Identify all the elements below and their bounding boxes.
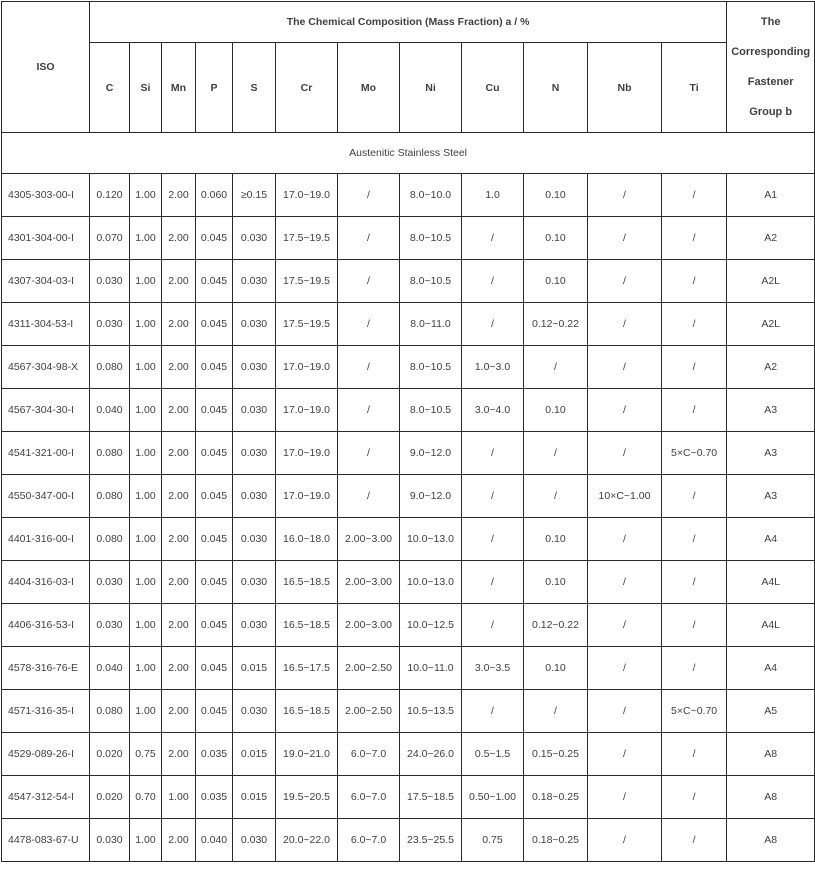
value-cell-n: 0.10 [524,647,588,690]
value-cell-s: 0.015 [233,776,276,819]
value-cell-mo: 2.00~3.00 [338,561,400,604]
value-cell-cr: 17.0~19.0 [276,432,338,475]
table-row [2,303,815,346]
value-cell-si: 1.00 [130,819,162,862]
iso-cell: 4578-316-76-E [2,647,90,690]
fastener-group-cell: A3 [727,475,815,518]
value-cell-mn: 2.00 [162,346,196,389]
value-cell-si: 1.00 [130,690,162,733]
table-row [2,389,815,432]
value-cell-n: / [524,346,588,389]
value-cell-ni: 8.0~11.0 [400,303,462,346]
value-cell-cu: 1.0~3.0 [462,346,524,389]
table-row [2,690,815,733]
fastener-group-cell: A2 [727,346,815,389]
fastener-group-cell: A2 [727,217,815,260]
value-cell-n: / [524,475,588,518]
element-header-si: Si [130,43,162,133]
value-cell-ni: 17.5~18.5 [400,776,462,819]
value-cell-nb: / [588,561,662,604]
value-cell-cu: 3.0~4.0 [462,389,524,432]
table-row [2,346,815,389]
value-cell-ti: / [662,776,727,819]
value-cell-mn: 2.00 [162,819,196,862]
element-header-ti: Ti [662,43,727,133]
value-cell-ni: 10.0~13.0 [400,518,462,561]
value-cell-ni: 24.0~26.0 [400,733,462,776]
fastener-group-header-line: Corresponding [731,46,811,58]
table-row [2,475,815,518]
value-cell-mn: 2.00 [162,561,196,604]
value-cell-ni: 9.0~12.0 [400,432,462,475]
iso-cell: 4571-316-35-I [2,690,90,733]
value-cell-cu: / [462,303,524,346]
value-cell-nb: / [588,604,662,647]
value-cell-nb: / [588,690,662,733]
value-cell-s: 0.030 [233,690,276,733]
value-cell-s: 0.030 [233,389,276,432]
value-cell-s: 0.030 [233,346,276,389]
value-cell-p: 0.045 [196,389,233,432]
element-header-mn: Mn [162,43,196,133]
fastener-group-cell: A3 [727,389,815,432]
value-cell-ni: 8.0~10.5 [400,346,462,389]
value-cell-mn: 2.00 [162,389,196,432]
value-cell-mn: 2.00 [162,260,196,303]
value-cell-mn: 2.00 [162,475,196,518]
value-cell-cr: 16.5~18.5 [276,561,338,604]
value-cell-mn: 2.00 [162,432,196,475]
value-cell-p: 0.045 [196,647,233,690]
value-cell-ni: 10.0~11.0 [400,647,462,690]
value-cell-cr: 17.5~19.5 [276,260,338,303]
value-cell-ti: / [662,346,727,389]
value-cell-s: 0.030 [233,303,276,346]
value-cell-c: 0.070 [90,217,130,260]
value-cell-cu: / [462,217,524,260]
value-cell-c: 0.030 [90,604,130,647]
iso-cell: 4305-303-00-I [2,174,90,217]
value-cell-cu: / [462,475,524,518]
value-cell-ti: / [662,217,727,260]
value-cell-s: 0.015 [233,647,276,690]
element-header-ni: Ni [400,43,462,133]
section-title: Austenitic Stainless Steel [2,133,815,174]
value-cell-s: 0.030 [233,561,276,604]
value-cell-cr: 19.5~20.5 [276,776,338,819]
value-cell-si: 1.00 [130,174,162,217]
value-cell-p: 0.045 [196,432,233,475]
table-row [2,174,815,217]
value-cell-mo: 2.00~3.00 [338,518,400,561]
iso-cell: 4547-312-54-I [2,776,90,819]
value-cell-mo: 6.0~7.0 [338,819,400,862]
table-row [2,819,815,862]
value-cell-mo: 2.00~2.50 [338,690,400,733]
value-cell-ni: 8.0~10.5 [400,217,462,260]
fastener-group-header-line: The [760,16,781,28]
value-cell-nb: / [588,432,662,475]
element-header-p: P [196,43,233,133]
value-cell-n: 0.10 [524,518,588,561]
value-cell-cr: 17.0~19.0 [276,475,338,518]
fastener-group-cell: A5 [727,690,815,733]
table-row [2,260,815,303]
table-row [2,776,815,819]
element-header-cu: Cu [462,43,524,133]
value-cell-p: 0.045 [196,518,233,561]
value-cell-mo: / [338,217,400,260]
value-cell-ti: / [662,561,727,604]
value-cell-mo: / [338,475,400,518]
value-cell-cr: 17.5~19.5 [276,303,338,346]
value-cell-c: 0.030 [90,561,130,604]
iso-cell: 4307-304-03-I [2,260,90,303]
value-cell-mn: 2.00 [162,303,196,346]
value-cell-nb: / [588,819,662,862]
value-cell-c: 0.080 [90,346,130,389]
value-cell-nb: 10×C~1.00 [588,475,662,518]
value-cell-s: 0.030 [233,475,276,518]
value-cell-mo: / [338,346,400,389]
value-cell-s: 0.015 [233,733,276,776]
value-cell-p: 0.045 [196,475,233,518]
value-cell-si: 1.00 [130,604,162,647]
table-row [2,518,815,561]
table-row [2,647,815,690]
value-cell-ni: 9.0~12.0 [400,475,462,518]
value-cell-ni: 8.0~10.5 [400,260,462,303]
fastener-group-cell: A2L [727,303,815,346]
value-cell-s: 0.030 [233,518,276,561]
value-cell-cu: / [462,604,524,647]
value-cell-ti: / [662,604,727,647]
value-cell-s: 0.030 [233,604,276,647]
iso-cell: 4550-347-00-I [2,475,90,518]
value-cell-si: 1.00 [130,518,162,561]
value-cell-ti: / [662,260,727,303]
value-cell-nb: / [588,776,662,819]
fastener-group-header-line: Fastener [747,76,794,88]
table-row [2,217,815,260]
value-cell-mn: 1.00 [162,776,196,819]
value-cell-n: 0.10 [524,561,588,604]
value-cell-ni: 10.0~13.0 [400,561,462,604]
value-cell-mo: / [338,174,400,217]
value-cell-c: 0.030 [90,260,130,303]
value-cell-ti: / [662,647,727,690]
value-cell-p: 0.045 [196,217,233,260]
value-cell-nb: / [588,518,662,561]
value-cell-si: 1.00 [130,389,162,432]
value-cell-s: 0.030 [233,260,276,303]
value-cell-c: 0.080 [90,518,130,561]
value-cell-mn: 2.00 [162,647,196,690]
value-cell-mo: 2.00~2.50 [338,647,400,690]
value-cell-mo: 6.0~7.0 [338,733,400,776]
element-header-row [2,43,815,133]
value-cell-cu: 0.50~1.00 [462,776,524,819]
value-cell-n: 0.12~0.22 [524,303,588,346]
value-cell-nb: / [588,389,662,432]
value-cell-c: 0.080 [90,432,130,475]
value-cell-c: 0.080 [90,690,130,733]
value-cell-si: 1.00 [130,260,162,303]
value-cell-cu: / [462,518,524,561]
element-header-c: C [90,43,130,133]
value-cell-ti: / [662,733,727,776]
value-cell-p: 0.045 [196,690,233,733]
value-cell-cu: 0.75 [462,819,524,862]
value-cell-p: 0.045 [196,604,233,647]
fastener-group-header [727,2,815,133]
fastener-group-cell: A2L [727,260,815,303]
value-cell-cu: / [462,432,524,475]
value-cell-ni: 8.0~10.5 [400,389,462,432]
value-cell-cr: 17.0~19.0 [276,346,338,389]
value-cell-n: 0.10 [524,260,588,303]
value-cell-cr: 16.5~17.5 [276,647,338,690]
value-cell-n: 0.10 [524,174,588,217]
value-cell-cr: 16.5~18.5 [276,690,338,733]
value-cell-si: 1.00 [130,647,162,690]
value-cell-mn: 2.00 [162,217,196,260]
value-cell-cr: 19.0~21.0 [276,733,338,776]
value-cell-cr: 20.0~22.0 [276,819,338,862]
iso-cell: 4529-089-26-I [2,733,90,776]
fastener-group-cell: A8 [727,819,815,862]
table-row [2,432,815,475]
value-cell-n: 0.10 [524,217,588,260]
value-cell-s: 0.030 [233,217,276,260]
value-cell-c: 0.030 [90,819,130,862]
value-cell-nb: / [588,346,662,389]
element-header-n: N [524,43,588,133]
fastener-group-cell: A3 [727,432,815,475]
value-cell-cu: 3.0~3.5 [462,647,524,690]
value-cell-p: 0.045 [196,561,233,604]
value-cell-si: 1.00 [130,303,162,346]
value-cell-ni: 10.0~12.5 [400,604,462,647]
value-cell-c: 0.020 [90,776,130,819]
value-cell-n: / [524,690,588,733]
value-cell-mo: 6.0~7.0 [338,776,400,819]
value-cell-si: 1.00 [130,217,162,260]
value-cell-cu: 0.5~1.5 [462,733,524,776]
iso-cell: 4401-316-00-I [2,518,90,561]
value-cell-p: 0.045 [196,346,233,389]
value-cell-c: 0.080 [90,475,130,518]
value-cell-nb: / [588,174,662,217]
iso-cell: 4567-304-98-X [2,346,90,389]
value-cell-s: 0.030 [233,819,276,862]
value-cell-si: 1.00 [130,432,162,475]
value-cell-s: 0.030 [233,432,276,475]
value-cell-ti: / [662,174,727,217]
value-cell-si: 1.00 [130,346,162,389]
value-cell-cr: 16.0~18.0 [276,518,338,561]
value-cell-p: 0.060 [196,174,233,217]
value-cell-si: 0.70 [130,776,162,819]
value-cell-p: 0.035 [196,776,233,819]
iso-cell: 4567-304-30-I [2,389,90,432]
value-cell-cu: / [462,690,524,733]
value-cell-cu: 1.0 [462,174,524,217]
iso-cell: 4301-304-00-I [2,217,90,260]
iso-header: ISO [2,2,90,133]
value-cell-mn: 2.00 [162,604,196,647]
iso-cell: 4311-304-53-I [2,303,90,346]
value-cell-p: 0.045 [196,260,233,303]
value-cell-c: 0.020 [90,733,130,776]
table-row [2,604,815,647]
element-header-s: S [233,43,276,133]
value-cell-cu: / [462,260,524,303]
value-cell-cr: 16.5~18.5 [276,604,338,647]
value-cell-mo: / [338,432,400,475]
value-cell-ni: 8.0~10.0 [400,174,462,217]
fastener-group-cell: A1 [727,174,815,217]
value-cell-n: 0.10 [524,389,588,432]
value-cell-ni: 23.5~25.5 [400,819,462,862]
table-row [2,561,815,604]
value-cell-p: 0.040 [196,819,233,862]
element-header-nb: Nb [588,43,662,133]
iso-cell: 4541-321-00-I [2,432,90,475]
value-cell-c: 0.040 [90,647,130,690]
value-cell-nb: / [588,217,662,260]
value-cell-mo: / [338,389,400,432]
value-cell-mn: 2.00 [162,174,196,217]
value-cell-c: 0.030 [90,303,130,346]
fastener-group-header-line: Group b [749,106,793,118]
fastener-group-cell: A4L [727,604,815,647]
element-header-cr: Cr [276,43,338,133]
value-cell-mn: 2.00 [162,690,196,733]
value-cell-cu: / [462,561,524,604]
value-cell-c: 0.040 [90,389,130,432]
value-cell-ti: / [662,389,727,432]
value-cell-si: 1.00 [130,561,162,604]
table-row [2,733,815,776]
value-cell-n: 0.18~0.25 [524,819,588,862]
fastener-group-cell: A4L [727,561,815,604]
value-cell-si: 1.00 [130,475,162,518]
value-cell-ti: / [662,518,727,561]
value-cell-cr: 17.5~19.5 [276,217,338,260]
value-cell-ti: / [662,303,727,346]
iso-cell: 4478-083-67-U [2,819,90,862]
value-cell-mn: 2.00 [162,518,196,561]
composition-header: The Chemical Composition (Mass Fraction) a / % [90,2,727,43]
value-cell-ti: / [662,819,727,862]
value-cell-cr: 17.0~19.0 [276,174,338,217]
fastener-group-cell: A4 [727,647,815,690]
value-cell-mo: / [338,303,400,346]
value-cell-mo: / [338,260,400,303]
value-cell-p: 0.035 [196,733,233,776]
value-cell-n: 0.12~0.22 [524,604,588,647]
value-cell-mo: 2.00~3.00 [338,604,400,647]
value-cell-c: 0.120 [90,174,130,217]
value-cell-p: 0.045 [196,303,233,346]
element-header-mo: Mo [338,43,400,133]
value-cell-cr: 17.0~19.0 [276,389,338,432]
value-cell-nb: / [588,647,662,690]
fastener-group-cell: A8 [727,776,815,819]
value-cell-n: 0.15~0.25 [524,733,588,776]
value-cell-ti: / [662,475,727,518]
value-cell-ti: 5×C~0.70 [662,690,727,733]
value-cell-si: 0.75 [130,733,162,776]
fastener-group-cell: A4 [727,518,815,561]
value-cell-nb: / [588,303,662,346]
value-cell-nb: / [588,733,662,776]
iso-cell: 4406-316-53-I [2,604,90,647]
value-cell-n: / [524,432,588,475]
fastener-group-cell: A8 [727,733,815,776]
chemical-composition-table [1,1,815,862]
value-cell-ti: 5×C~0.70 [662,432,727,475]
value-cell-ni: 10.5~13.5 [400,690,462,733]
value-cell-mn: 2.00 [162,733,196,776]
value-cell-s: ≥0.15 [233,174,276,217]
iso-cell: 4404-316-03-I [2,561,90,604]
value-cell-n: 0.18~0.25 [524,776,588,819]
value-cell-nb: / [588,260,662,303]
